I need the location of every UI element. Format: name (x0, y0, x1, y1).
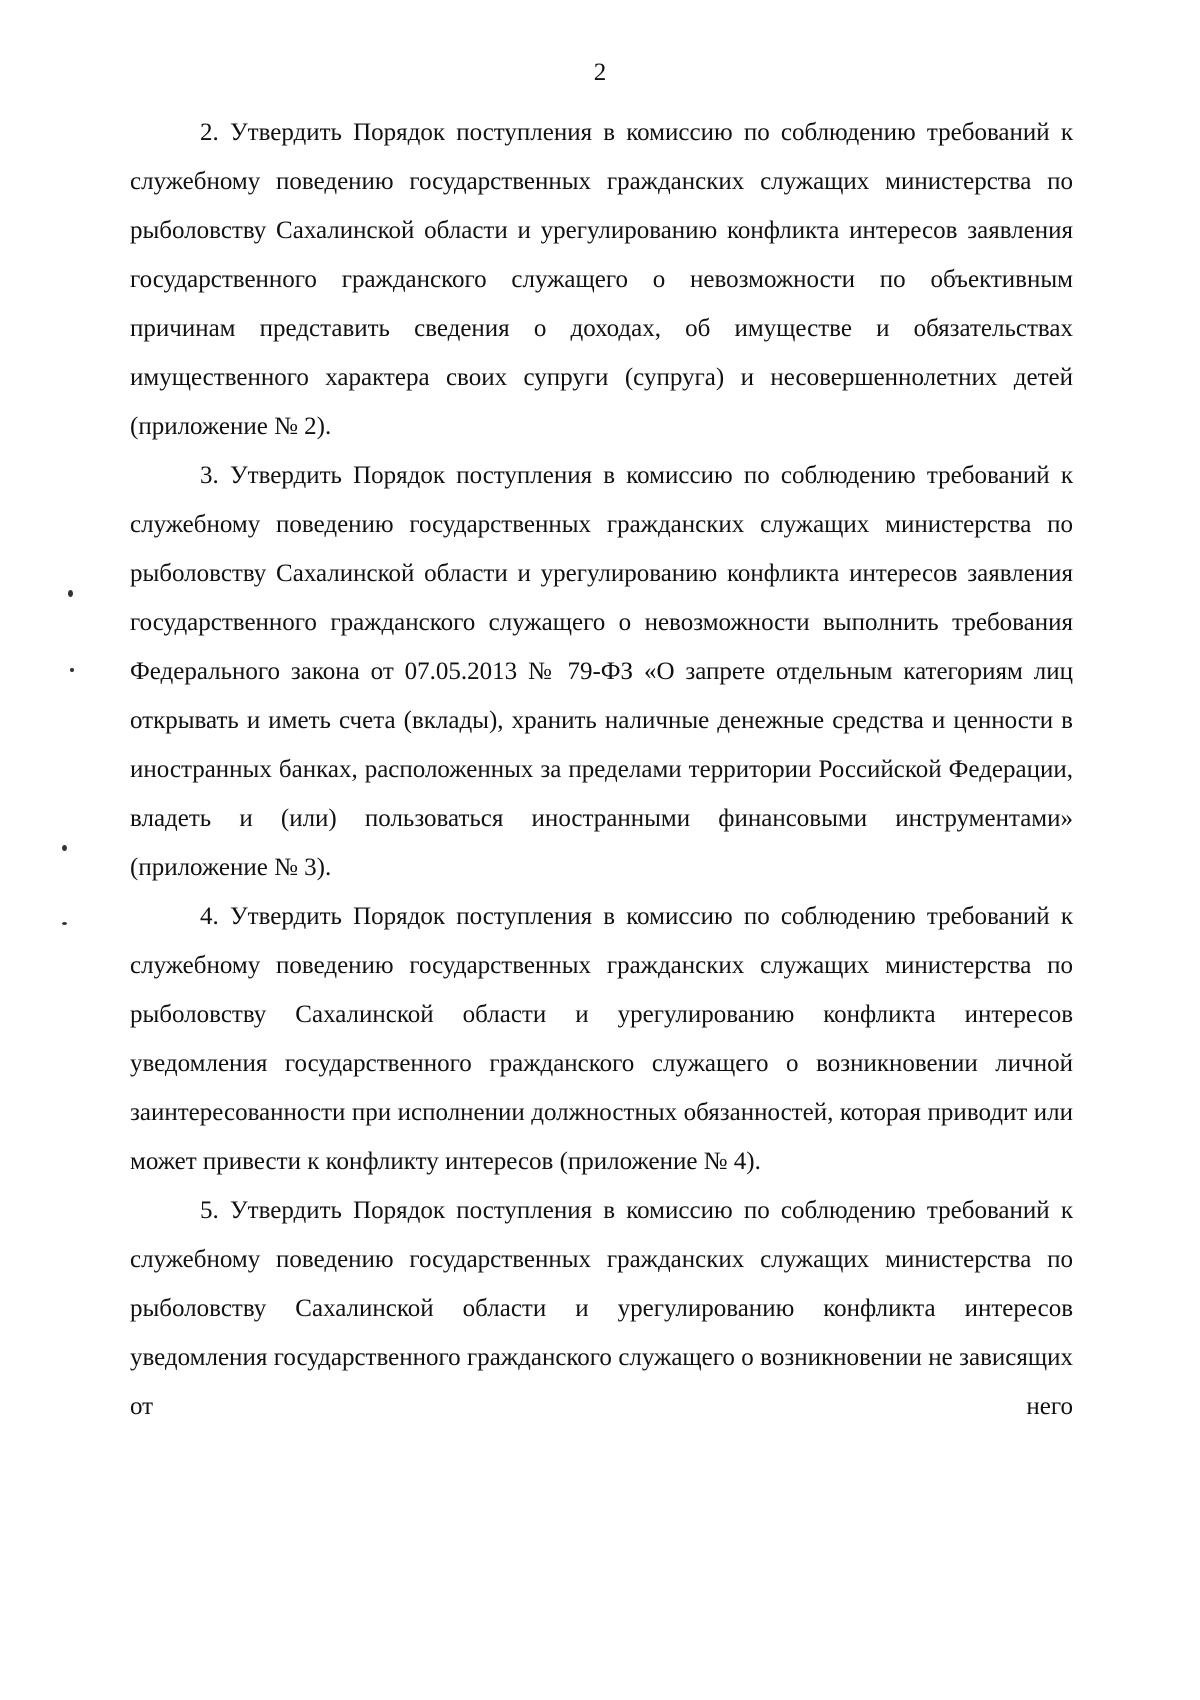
scan-speck (62, 922, 67, 925)
scan-speck (62, 845, 67, 851)
scan-speck (68, 590, 73, 597)
page-number: 2 (593, 59, 607, 86)
paragraph-item-2: 2. Утвердить Порядок поступления в комиссию по соблюдению требований к служебному поведению государственных гражданских служащих министерства по рыболовству Сахалинской области и урегулированию конфликта интересов заявления государственного гражданского служащего о невозможности по объективным причинам представить сведения о доходах, об имуществе и обязательствах имущественного характера своих супруги (супруга) и несовершеннолетних детей (приложение № 2). (130, 119, 1073, 440)
paragraph-item-3: 3. Утвердить Порядок поступления в комиссию по соблюдению требований к служебному поведению государственных гражданских служащих министерства по рыболовству Сахалинской области и урегулированию конфликта интересов заявления государственного гражданского служащего о невозможности выполнить требования Федерального закона от 07.05.2013 № 79-ФЗ «О запрете отдельным категориям лиц открывать и иметь счета (вклады), хранить наличные денежные средства и ценности в иностранных банках, расположенных за пределами территории Российской Федерации, владеть и (или) пользоваться иностранными финансовыми инструментами» (приложение № 3). (130, 462, 1073, 881)
scan-speck (70, 668, 74, 672)
paragraph-item-5: 5. Утвердить Порядок поступления в комиссию по соблюдению требований к служебному поведению государственных гражданских служащих министерства по рыболовству Сахалинской области и урегулированию конфликта интересов уведомления государственного гражданского служащего о возникновении не зависящих от него (130, 1197, 1073, 1420)
paragraph-item-4: 4. Утвердить Порядок поступления в комиссию по соблюдению требований к служебному поведению государственных гражданских служащих министерства по рыболовству Сахалинской области и урегулированию конфликта интересов уведомления государственного гражданского служащего о возникновении личной заинтересованности при исполнении должностных обязанностей, которая приводит или может привести к конфликту интересов (приложение № 4). (130, 903, 1073, 1175)
document-body (130, 108, 1073, 1431)
